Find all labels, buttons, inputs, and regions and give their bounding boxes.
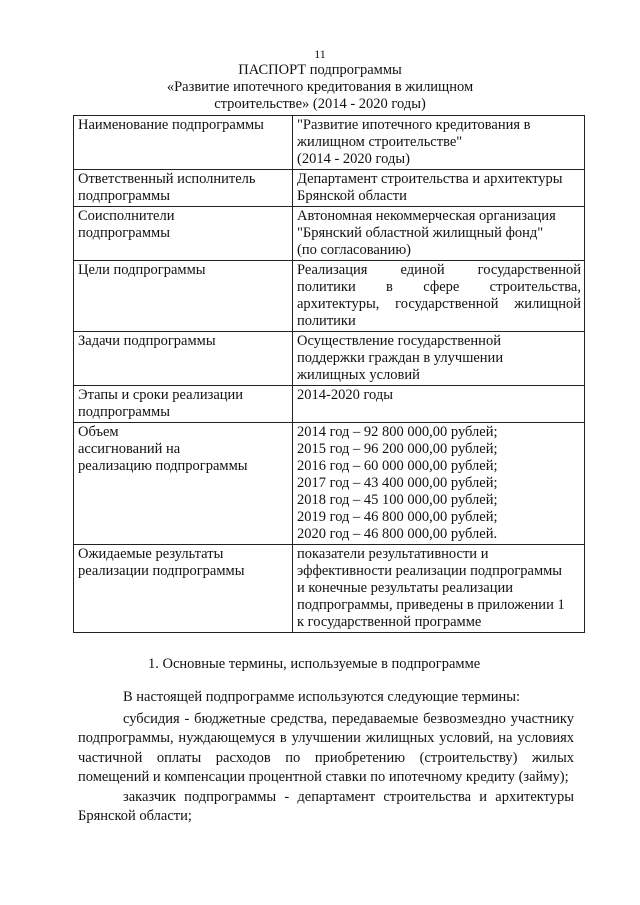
passport-row [74, 545, 585, 633]
passport-row [74, 116, 585, 170]
passport-row [74, 261, 585, 332]
value-line: (по согласованию) [297, 242, 411, 258]
value-line: показатели результативности и [297, 546, 489, 562]
passport-row-label [74, 545, 293, 633]
passport-row [74, 332, 585, 386]
passport-row-value [293, 332, 585, 386]
label-line: Цели подпрограммы [78, 262, 206, 278]
value-line: Осуществление государственной [297, 333, 501, 349]
value-line: Департамент строительства и архитектуры [297, 171, 563, 187]
passport-row-label [74, 207, 293, 261]
value-line: и конечные результаты реализации [297, 580, 513, 596]
label-line: Этапы и сроки реализации [78, 387, 244, 403]
value-line: жилищном строительстве" [297, 134, 463, 150]
passport-table-body [74, 116, 585, 633]
passport-row-label [74, 386, 293, 423]
label-line: подпрограммы [78, 188, 170, 204]
label-line: Наименование подпрограммы [78, 117, 264, 133]
label-line: реализацию подпрограммы [78, 458, 248, 474]
passport-row-value [293, 170, 585, 207]
label-line: Объем [78, 424, 119, 440]
label-line: реализации подпрограммы [78, 563, 245, 579]
title-line-2: «Развитие ипотечного кредитования в жилищном [166, 79, 474, 95]
value-line: поддержки граждан в улучшении [297, 350, 504, 366]
passport-row-label [74, 423, 293, 545]
passport-table [73, 115, 585, 633]
page-number: 11 [314, 47, 326, 61]
term-paragraph-subsidy: субсидия - бюджетные средства, передаваемые безвозмездно участнику подпрограммы, нуждающемуся в улучшении жилищных условий, на условиях частичной оплаты расходов по приобретению (строительству) жилых помещений и компенсации процентной ставки по ипотечному кредиту (займу); [78, 710, 574, 785]
title-line-3: строительстве» (2014 - 2020 годы) [214, 96, 426, 112]
passport-row-value [293, 423, 585, 545]
value-line: 2016 год – 60 000 000,00 рублей; [297, 458, 498, 474]
intro-paragraph: В настоящей подпрограмме используются следующие термины: [123, 689, 521, 705]
value-line: жилищных условий [297, 367, 420, 383]
value-line: 2020 год – 46 800 000,00 рублей. [297, 526, 498, 542]
value-line: Реализация единой государственной политики в сфере строительства, архитектуры, государственной жилищной политики [297, 262, 581, 329]
section-body [78, 688, 574, 827]
value-line: к государственной программе [297, 614, 482, 630]
value-line: 2015 год – 96 200 000,00 рублей; [297, 441, 498, 457]
value-line: подпрограммы, приведены в приложении 1 [297, 597, 565, 613]
passport-row [74, 386, 585, 423]
value-line: 2018 год – 45 100 000,00 рублей; [297, 492, 498, 508]
document-title [0, 62, 640, 113]
passport-row-value [293, 207, 585, 261]
value-line: "Развитие ипотечного кредитования в [297, 117, 531, 133]
passport-row [74, 170, 585, 207]
section-heading: 1. Основные термины, используемые в подпрограмме [148, 656, 481, 672]
label-line: подпрограммы [78, 225, 170, 241]
value-line: Автономная некоммерческая организация [297, 208, 556, 224]
passport-row-value [293, 261, 585, 332]
value-line: 2014-2020 годы [297, 387, 393, 403]
value-line: (2014 - 2020 годы) [297, 151, 410, 167]
title-line-1: ПАСПОРТ подпрограммы [238, 62, 402, 78]
label-line: Задачи подпрограммы [78, 333, 216, 349]
value-line: 2017 год – 43 400 000,00 рублей; [297, 475, 498, 491]
passport-row-label [74, 170, 293, 207]
value-line: Брянской области [297, 188, 407, 204]
value-line: эффективности реализации подпрограммы [297, 563, 563, 579]
passport-row [74, 207, 585, 261]
label-line: ассигнований на [78, 441, 181, 457]
label-line: Ожидаемые результаты [78, 546, 224, 562]
value-line: 2014 год – 92 800 000,00 рублей; [297, 424, 498, 440]
value-line: "Брянский областной жилищный фонд" [297, 225, 544, 241]
value-line: 2019 год – 46 800 000,00 рублей; [297, 509, 498, 525]
passport-row-label [74, 261, 293, 332]
passport-row [74, 423, 585, 545]
passport-row-value [293, 386, 585, 423]
passport-row-value [293, 545, 585, 633]
passport-row-value [293, 116, 585, 170]
label-line: Соисполнители [78, 208, 175, 224]
passport-row-label [74, 116, 293, 170]
label-line: Ответственный исполнитель [78, 171, 256, 187]
term-paragraph-customer: заказчик подпрограммы - департамент строительства и архитектуры Брянской области; [78, 788, 574, 824]
label-line: подпрограммы [78, 404, 170, 420]
passport-row-label [74, 332, 293, 386]
